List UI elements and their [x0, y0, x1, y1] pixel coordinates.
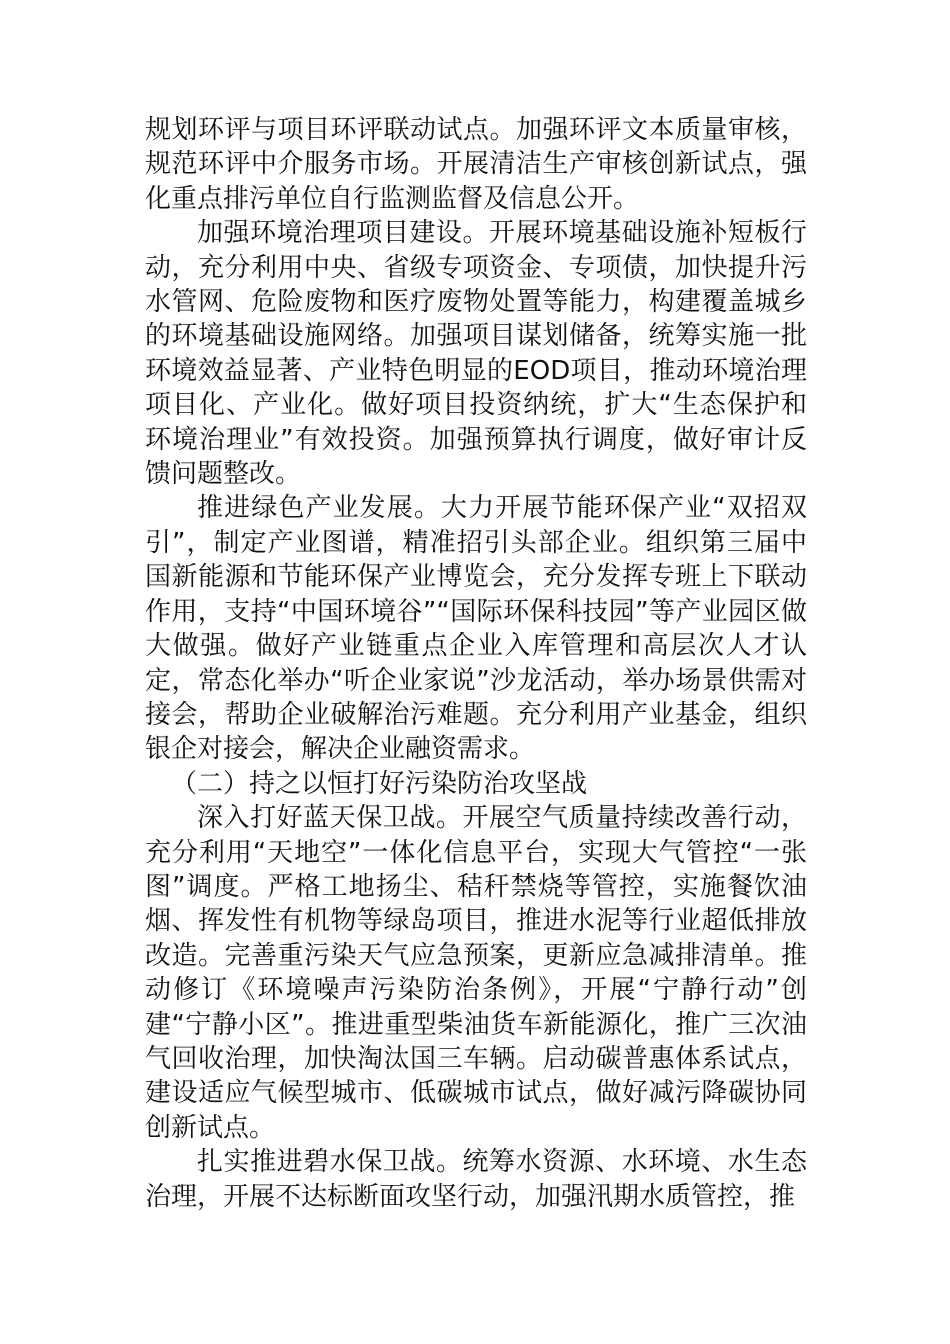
paragraph-clear-water: 扎实推进碧水保卫战。统筹水资源、水环境、水生态治理，开展不达标断面攻坚行动，加强汛期水质管控，推: [145, 1147, 807, 1212]
paragraph-blue-sky: 深入打好蓝天保卫战。开展空气质量持续改善行动，充分利用“天地空”一体化信息平台，实现大气管控“一张图”调度。严格工地扬尘、秸秆禁烧等管控，实施餐饮油烟、挥发性有机物等绿岛项目，推进水泥等行业超低排放改造。完善重污染天气应急预案，更新应急减排清单。推动修订《环境噪声污染防治条例》，开展“宁静行动”创建“宁静小区”。推进重型柴油货车新能源化，推广三次油气回收治理，加快淘汰国三车辆。启动碳普惠体系试点，建设适应气候型城市、低碳城市试点，做好减污降碳协同创新试点。: [145, 803, 807, 1143]
paragraph-eia-continuation: 规划环评与项目环评联动试点。加强环评文本质量审核，规范环评中介服务市场。开展清洁生产审核创新试点，强化重点排污单位自行监测监督及信息公开。: [145, 115, 807, 214]
paragraph-environmental-projects: 加强环境治理项目建设。开展环境基础设施补短板行动，充分利用中央、省级专项资金、专项债，加快提升污水管网、危险废物和医疗废物处置等能力，构建覆盖城乡的环境基础设施网络。加强项目谋划储备，统筹实施一批环境效益显著、产业特色明显的EOD项目，推动环境治理项目化、产业化。做好项目投资纳统，扩大“生态保护和环境治理业”有效投资。加强预算执行调度，做好审计反馈问题整改。: [145, 218, 807, 490]
document-page: [145, 113, 807, 1214]
section-heading: （二）持之以恒打好污染防治攻坚战: [171, 768, 588, 799]
paragraph-green-industry: 推进绿色产业发展。大力开展节能环保产业“双招双引”，制定产业图谱，精准招引头部企业。组织第三届中国新能源和节能环保产业博览会，充分发挥专班上下联动作用，支持“中国环境谷”“国际环保科技园”等产业园区做大做强。做好产业链重点企业入库管理和高层次人才认定，常态化举办“听企业家说”沙龙活动，举办场景供需对接会，帮助企业破解治污难题。充分利用产业基金，组织银企对接会，解决企业融资需求。: [145, 493, 807, 765]
